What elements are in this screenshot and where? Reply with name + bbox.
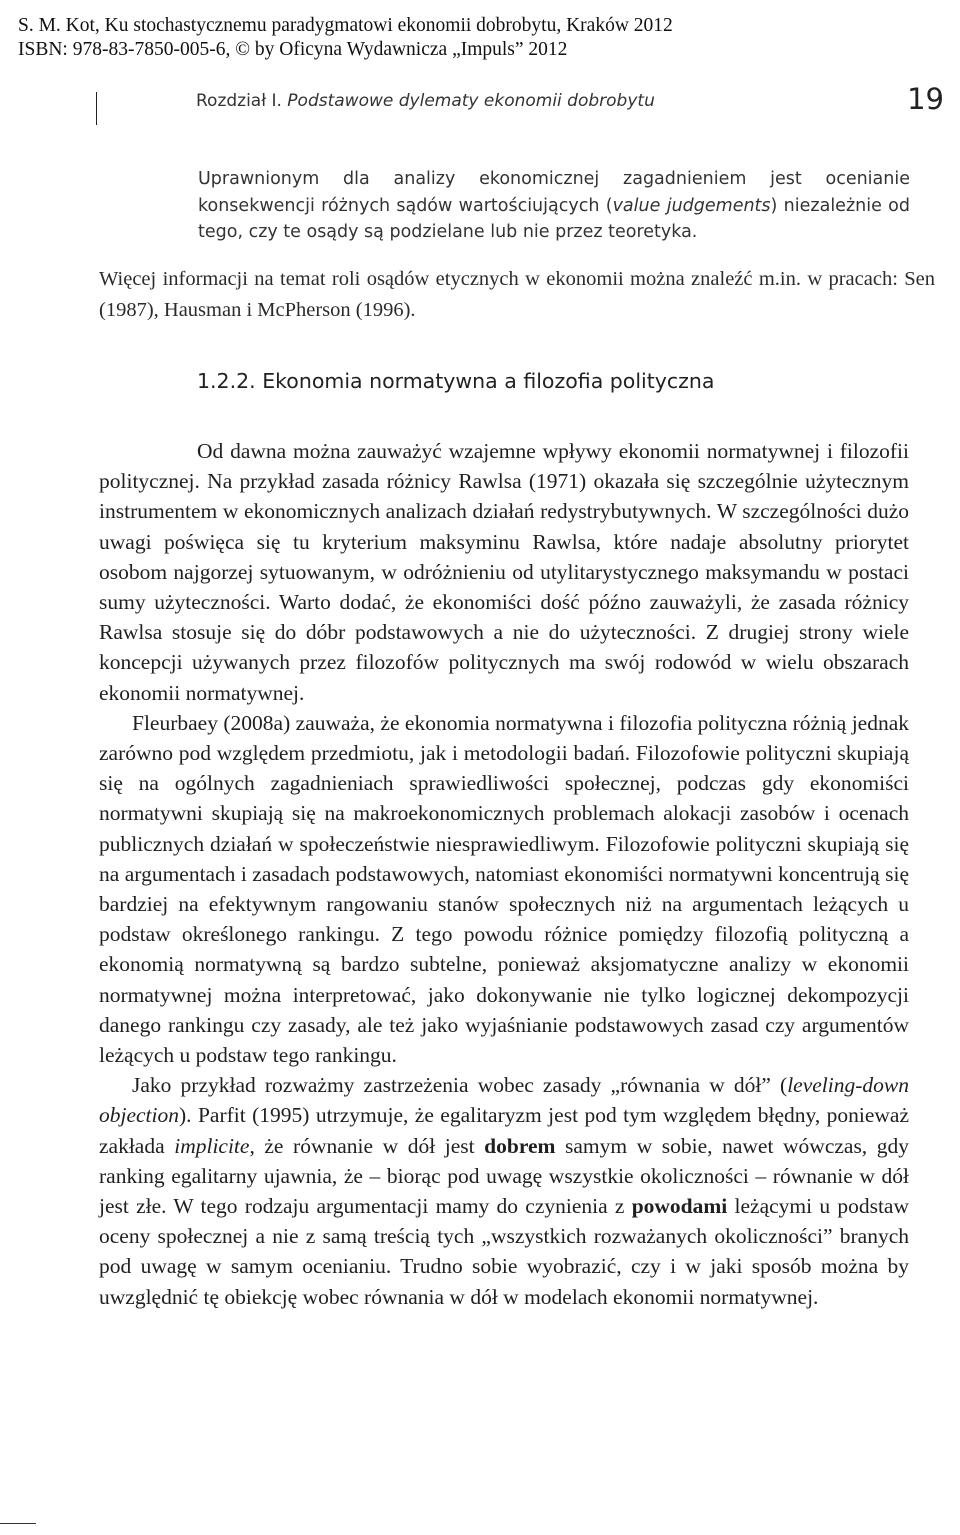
- paragraph-3-bold-c: dobrem: [484, 1133, 556, 1158]
- bibliographic-info: [18, 14, 918, 62]
- paragraph-3-italic-a: leveling-down objection: [99, 1073, 909, 1128]
- sans-serif-passage: [198, 166, 910, 246]
- sans-passage-italic: value judgements: [612, 195, 771, 216]
- reference-note: [99, 264, 935, 325]
- page-number: 19: [907, 82, 944, 116]
- chapter-label: Rozdział I.: [196, 91, 288, 111]
- paragraph-3-italic-b: implicite: [174, 1133, 250, 1158]
- chapter-title: Podstawowe dylematy ekonomii dobrobytu: [287, 91, 655, 111]
- body-text: [99, 436, 909, 1312]
- sans-passage-text: [198, 166, 910, 246]
- paragraph-3-part-b: ). Parfit (1995) utrzymuje, że egalitaryzm jest pod tym względem błędny, ponieważ zakłada: [99, 1103, 909, 1158]
- running-head: [196, 91, 655, 111]
- paragraph-3-bold-d: powodami: [631, 1194, 728, 1219]
- paragraph-3-part-a: Jako przykład rozważmy zastrzeżenia wobec zasady „równania w dół” (: [132, 1073, 788, 1098]
- reference-note-text: Więcej informacji na temat roli osądów etycznych w ekonomii można znaleźć m.in. w pracach: Sen (1987), Hausman i McPherson (1996).: [99, 268, 935, 321]
- paragraph-3-part-d: samym w sobie, nawet wówczas, gdy ranking egalitarny ujawnia, że – biorąc pod uwagę wszystkie okoliczności – równanie w dół jest złe. W tego rodzaju argumentacji mamy do czynienia z: [99, 1133, 909, 1219]
- sans-passage-part-2: ) niezależnie od tego, czy te osądy są podzielane lub nie przez teoretyka.: [198, 195, 910, 242]
- paragraph-3: [99, 1070, 909, 1312]
- section-heading: 1.2.2. Ekonomia normatywna a filozofia polityczna: [197, 369, 715, 393]
- bibliographic-line-2: ISBN: 978-83-7850-005-6, © by Oficyna Wydawnicza „Impuls” 2012: [18, 39, 568, 60]
- sans-passage-part-1: Uprawnionym dla analizy ekonomicznej zagadnieniem jest ocenianie konsekwencji różnych sądów wartościujących (: [198, 169, 910, 216]
- paragraph-2: Fleurbaey (2008a) zauważa, że ekonomia normatywna i filozofia polityczna różnią jednak zarówno pod względem przedmiotu, jak i metodologii badań. Filozofowie polityczni skupiają się na ogólnych zagadnieniach sprawiedliwości społecznej, podczas gdy ekonomiści normatywni skupiają się na makroekonomicznych problemach alokacji zasobów i ocenach publicznych działań w społeczeństwie niesprawiedliwym. Filozofowie polityczni skupiają się na argumentach i zasadach podstawowych, natomiast ekonomiści normatywni koncentrują się bardziej na efektywnym rangowaniu stanów społecznych niż na argumentach leżących u podstaw określonego rankingu. Z tego powodu różnice pomiędzy filozofią polityczną a ekonomią normatywną są bardzo subtelne, ponieważ aksjomatyczne analizy w ekonomii normatywnej można interpretować, jako dokonywanie nie tylko logicznej dekompozycji danego rankingu czy zasady, ale też jako wyjaśnianie podstawowych zasad czy argumentów leżących u podstaw tego rankingu.: [99, 710, 909, 1068]
- paragraph-1: Od dawna można zauważyć wzajemne wpływy ekonomii normatywnej i filozofii politycznej. Na przykład zasada różnicy Rawlsa (1971) okazała się szczególnie użytecznym instrumentem w ekonomicznych analizach działań redystrybutywnych. W szczególności dużo uwagi poświęca się tu kryterium maksyminu Rawlsa, które nadaje absolutny priorytet osobom najgorzej sytuowanym, w odróżnieniu od utylitarystycznego maksymandu w postaci sumy użyteczności. Warto dodać, że ekonomiści dość późno zauważyli, że zasada różnicy Rawlsa stosuje się do dóbr podstawowych a nie do użyteczności. Z drugiej strony wiele koncepcji używanych przez filozofów politycznych ma swój rodowód w wielu obszarach ekonomii normatywnej.: [99, 439, 909, 705]
- paragraph-3-part-e: leżącymi u podstaw oceny społecznej a nie z samą treścią tych „wszystkich rozważanych okoliczności” branych pod uwagę w samym ocenianiu. Trudno sobie wyobrazić, czy i w jaki sposób można by uwzględnić tę obiekcję wobec równania w dół w modelach ekonomii normatywnej.: [99, 1194, 909, 1309]
- footer-rule: [0, 1523, 36, 1524]
- header-divider: [96, 92, 97, 125]
- bibliographic-line-1: S. M. Kot, Ku stochastycznemu paradygmatowi ekonomii dobrobytu, Kraków 2012: [18, 15, 673, 36]
- paragraph-3-part-c: , że równanie w dół jest: [249, 1133, 485, 1158]
